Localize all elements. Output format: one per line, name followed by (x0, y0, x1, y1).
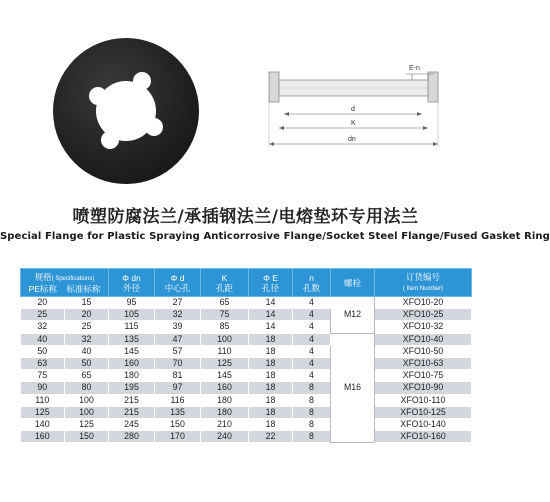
cell-pe: 50 (21, 345, 65, 357)
cell-item-number: XFO10-140 (375, 418, 472, 430)
cell-e: 18 (249, 406, 293, 418)
cell-std: 125 (65, 418, 109, 430)
cell-dn: 195 (109, 382, 155, 394)
header-item-en: ( Item Number) (402, 285, 444, 292)
cell-dn: 135 (109, 333, 155, 345)
header-d-sym: Φ d (170, 272, 185, 283)
cell-pe: 20 (21, 297, 65, 309)
cell-d: 116 (155, 394, 201, 406)
header-k (201, 269, 249, 297)
header-dn-sym: Φ dn (122, 272, 141, 283)
cell-pe: 90 (21, 382, 65, 394)
header-pe: PE标称 (28, 283, 57, 294)
cell-k: 65 (201, 297, 249, 309)
flange-photo (52, 36, 202, 186)
cell-dn: 145 (109, 345, 155, 357)
cell-item-number: XFO10-63 (375, 357, 472, 369)
flange-section-drawing (262, 50, 452, 150)
spec-table (20, 268, 472, 443)
cell-std: 15 (65, 297, 109, 309)
cell-k: 110 (201, 345, 249, 357)
cell-dn: 245 (109, 418, 155, 430)
table-row (21, 309, 472, 321)
header-k-sym: K (221, 272, 228, 283)
cell-n: 8 (293, 418, 331, 430)
cell-n: 4 (293, 345, 331, 357)
table-header-row (21, 269, 472, 297)
cell-e: 14 (249, 297, 293, 309)
cell-bolt: M16 (331, 333, 375, 443)
cell-pe: 160 (21, 431, 65, 443)
label-e-n: E-n (409, 65, 420, 72)
header-dn-cn: 外径 (122, 282, 140, 293)
cell-n: 8 (293, 382, 331, 394)
table-row (21, 382, 472, 394)
cell-pe: 32 (21, 321, 65, 333)
cell-n: 4 (293, 357, 331, 369)
table-row (21, 357, 472, 369)
header-n-cn: 孔数 (302, 282, 320, 293)
label-d: d (351, 106, 355, 113)
cell-d: 97 (155, 382, 201, 394)
table-row (21, 370, 472, 382)
cell-n: 8 (293, 431, 331, 443)
cell-e: 18 (249, 394, 293, 406)
header-item-cn: 订货编号 (405, 271, 440, 282)
cell-d: 27 (155, 297, 201, 309)
header-n (293, 269, 331, 297)
cell-pe: 63 (21, 357, 65, 369)
cell-std: 65 (65, 370, 109, 382)
title-chinese: 喷塑防腐法兰/承插钢法兰/电熔垫环专用法兰 (72, 207, 419, 227)
cell-e: 18 (249, 345, 293, 357)
cell-std: 150 (65, 431, 109, 443)
cell-n: 8 (293, 406, 331, 418)
cell-e: 22 (249, 431, 293, 443)
header-n-sym: n (309, 272, 314, 283)
cell-item-number: XFO10-125 (375, 406, 472, 418)
cell-k: 85 (201, 321, 249, 333)
cell-std: 50 (65, 357, 109, 369)
cell-d: 32 (155, 309, 201, 321)
cell-item-number: XFO10-50 (375, 345, 472, 357)
cell-std: 100 (65, 394, 109, 406)
header-std: 标准标称 (66, 283, 101, 294)
header-k-cn: 孔距 (215, 282, 233, 293)
cell-n: 4 (293, 321, 331, 333)
table-row (21, 394, 472, 406)
cell-k: 240 (201, 431, 249, 443)
cell-bolt: M12 (331, 297, 375, 334)
header-item (375, 269, 472, 297)
cell-std: 32 (65, 333, 109, 345)
header-bolt: 螺栓 (331, 269, 375, 297)
cell-e: 14 (249, 309, 293, 321)
cell-k: 125 (201, 357, 249, 369)
table-row (21, 406, 472, 418)
cell-d: 57 (155, 345, 201, 357)
cell-d: 81 (155, 370, 201, 382)
header-spec-label: 规格 (34, 271, 52, 282)
header-d-cn: 中心孔 (164, 282, 191, 293)
cell-std: 40 (65, 345, 109, 357)
cell-n: 4 (293, 309, 331, 321)
cell-n: 4 (293, 297, 331, 309)
cell-e: 14 (249, 321, 293, 333)
cell-item-number: XFO10-160 (375, 431, 472, 443)
cell-dn: 280 (109, 431, 155, 443)
cell-e: 18 (249, 357, 293, 369)
cell-pe: 75 (21, 370, 65, 382)
cell-item-number: XFO10-75 (375, 370, 472, 382)
cell-k: 210 (201, 418, 249, 430)
header-e-cn: 孔径 (261, 282, 279, 293)
table-row (21, 418, 472, 430)
cell-item-number: XFO10-25 (375, 309, 472, 321)
flange-bolt-hole (89, 87, 107, 105)
cell-e: 18 (249, 370, 293, 382)
cell-k: 100 (201, 333, 249, 345)
title-english: Special Flange for Plastic Spraying Anticorrosive Flange/Socket Steel Flange/Fused Gasket Ring (0, 231, 550, 242)
cell-pe: 25 (21, 309, 65, 321)
spec-table-body (21, 297, 472, 443)
cell-d: 170 (155, 431, 201, 443)
cell-d: 150 (155, 418, 201, 430)
cell-d: 47 (155, 333, 201, 345)
cell-k: 145 (201, 370, 249, 382)
cell-n: 4 (293, 370, 331, 382)
cell-k: 160 (201, 382, 249, 394)
cell-e: 18 (249, 333, 293, 345)
header-dn (109, 269, 155, 297)
cell-k: 75 (201, 309, 249, 321)
cell-dn: 215 (109, 406, 155, 418)
cell-n: 8 (293, 394, 331, 406)
cell-d: 70 (155, 357, 201, 369)
cell-item-number: XFO10-32 (375, 321, 472, 333)
cell-dn: 180 (109, 370, 155, 382)
cell-pe: 40 (21, 333, 65, 345)
cell-dn: 215 (109, 394, 155, 406)
header-spec-small: ( Specifications) (51, 275, 95, 282)
table-row (21, 297, 472, 309)
table-row (21, 333, 472, 345)
cell-item-number: XFO10-110 (375, 394, 472, 406)
cell-pe: 110 (21, 394, 65, 406)
cell-k: 180 (201, 394, 249, 406)
cell-k: 180 (201, 406, 249, 418)
cell-item-number: XFO10-40 (375, 333, 472, 345)
table-row (21, 321, 472, 333)
flange-bolt-hole (133, 72, 151, 90)
flange-bolt-hole (101, 131, 119, 149)
header-d (155, 269, 201, 297)
cell-d: 39 (155, 321, 201, 333)
cell-pe: 125 (21, 406, 65, 418)
cell-dn: 115 (109, 321, 155, 333)
cell-dn: 95 (109, 297, 155, 309)
header-e-sym: Φ E (263, 272, 278, 283)
flange-bolt-hole (145, 118, 163, 136)
header-e (249, 269, 293, 297)
cell-e: 18 (249, 418, 293, 430)
cell-std: 25 (65, 321, 109, 333)
header-spec (21, 269, 109, 297)
cell-item-number: XFO10-90 (375, 382, 472, 394)
cell-dn: 160 (109, 357, 155, 369)
cell-dn: 105 (109, 309, 155, 321)
cell-d: 135 (155, 406, 201, 418)
cell-e: 18 (249, 382, 293, 394)
cell-std: 80 (65, 382, 109, 394)
cell-std: 100 (65, 406, 109, 418)
table-row (21, 345, 472, 357)
cell-std: 20 (65, 309, 109, 321)
label-dn: dn (348, 136, 356, 143)
cell-pe: 140 (21, 418, 65, 430)
label-k: K (351, 120, 356, 127)
cell-item-number: XFO10-20 (375, 297, 472, 309)
cell-n: 4 (293, 333, 331, 345)
table-row (21, 431, 472, 443)
